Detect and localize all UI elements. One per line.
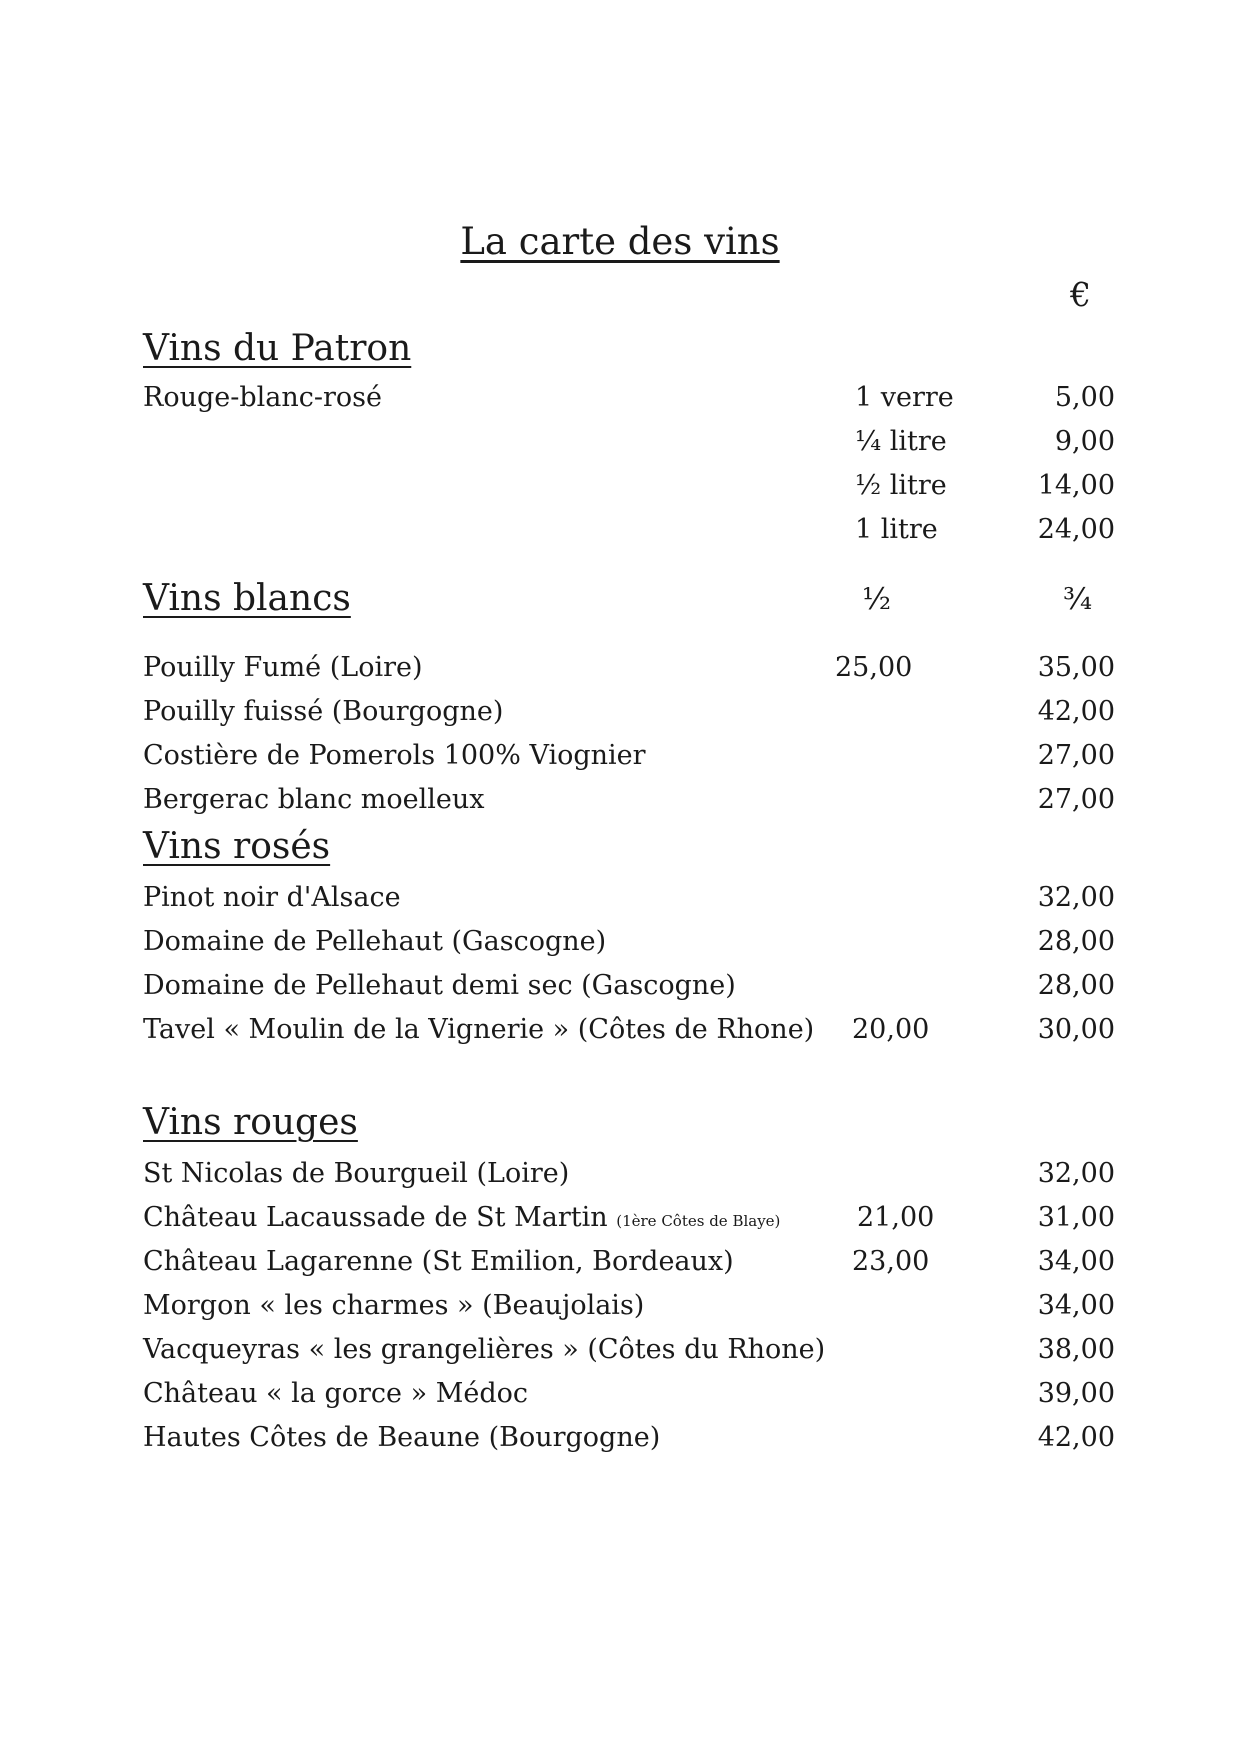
patron-wine-name: Rouge-blanc-rosé (143, 382, 383, 413)
wine-price: 28,00 (1037, 926, 1115, 957)
wine-half-price: 20,00 (852, 1014, 930, 1045)
column-header-half: ½ (862, 582, 892, 617)
wine-price: 32,00 (1037, 882, 1115, 913)
wine-name: Château Lagarenne (St Emilion, Bordeaux) (143, 1246, 734, 1277)
wine-price: 34,00 (1037, 1290, 1115, 1321)
section-heading-roses: Vins rosés (143, 826, 331, 867)
patron-size-price: 14,00 (1037, 470, 1115, 501)
wine-price: 32,00 (1037, 1158, 1115, 1189)
page-title: La carte des vins (460, 220, 780, 263)
currency-symbol: € (1070, 275, 1091, 314)
patron-size-price: 24,00 (1037, 514, 1115, 545)
wine-price: 27,00 (1037, 784, 1115, 815)
wine-price: 28,00 (1037, 970, 1115, 1001)
wine-price: 38,00 (1037, 1334, 1115, 1365)
wine-name: St Nicolas de Bourgueil (Loire) (143, 1158, 570, 1189)
wine-name: Pinot noir d'Alsace (143, 882, 401, 913)
wine-name: Hautes Côtes de Beaune (Bourgogne) (143, 1422, 661, 1453)
wine-price: 34,00 (1037, 1246, 1115, 1277)
patron-size-qty: ¼ litre (855, 426, 947, 457)
wine-name: Domaine de Pellehaut (Gascogne) (143, 926, 607, 957)
wine-price: 27,00 (1037, 740, 1115, 771)
wine-price: 42,00 (1037, 1422, 1115, 1453)
wine-name: Morgon « les charmes » (Beaujolais) (143, 1290, 645, 1321)
wine-price: 42,00 (1037, 696, 1115, 727)
wine-name: Costière de Pomerols 100% Viognier (143, 740, 646, 771)
wine-price: 39,00 (1037, 1378, 1115, 1409)
wine-half-price: 23,00 (852, 1246, 930, 1277)
patron-size-price: 5,00 (1054, 382, 1115, 413)
patron-size-qty: 1 verre (855, 382, 954, 413)
wine-price: 30,00 (1037, 1014, 1115, 1045)
section-heading-patron: Vins du Patron (143, 328, 412, 369)
wine-name-text: Château Lacaussade de St Martin (143, 1202, 608, 1233)
wine-name: Bergerac blanc moelleux (143, 784, 485, 815)
section-heading-rouges: Vins rouges (143, 1102, 358, 1143)
wine-name: Vacqueyras « les grangelières » (Côtes du Rhone) (143, 1334, 826, 1365)
wine-price: 35,00 (1037, 652, 1115, 683)
wine-name (143, 1202, 780, 1233)
patron-size-qty: 1 litre (855, 514, 938, 545)
wine-name: Pouilly fuissé (Bourgogne) (143, 696, 504, 727)
patron-size-qty: ½ litre (855, 470, 947, 501)
wine-half-price: 25,00 (835, 652, 913, 683)
wine-name: Tavel « Moulin de la Vignerie » (Côtes de Rhone) (143, 1014, 815, 1045)
wine-price: 31,00 (1037, 1202, 1115, 1233)
wine-name: Pouilly Fumé (Loire) (143, 652, 423, 683)
patron-size-price: 9,00 (1054, 426, 1115, 457)
wine-name: Domaine de Pellehaut demi sec (Gascogne) (143, 970, 736, 1001)
column-header-three-quarter: ¾ (1063, 582, 1093, 617)
wine-appellation-note: (1ère Côtes de Blaye) (616, 1212, 781, 1230)
wine-half-price: 21,00 (857, 1202, 935, 1233)
section-heading-blancs: Vins blancs (143, 578, 351, 619)
wine-name: Château « la gorce » Médoc (143, 1378, 528, 1409)
